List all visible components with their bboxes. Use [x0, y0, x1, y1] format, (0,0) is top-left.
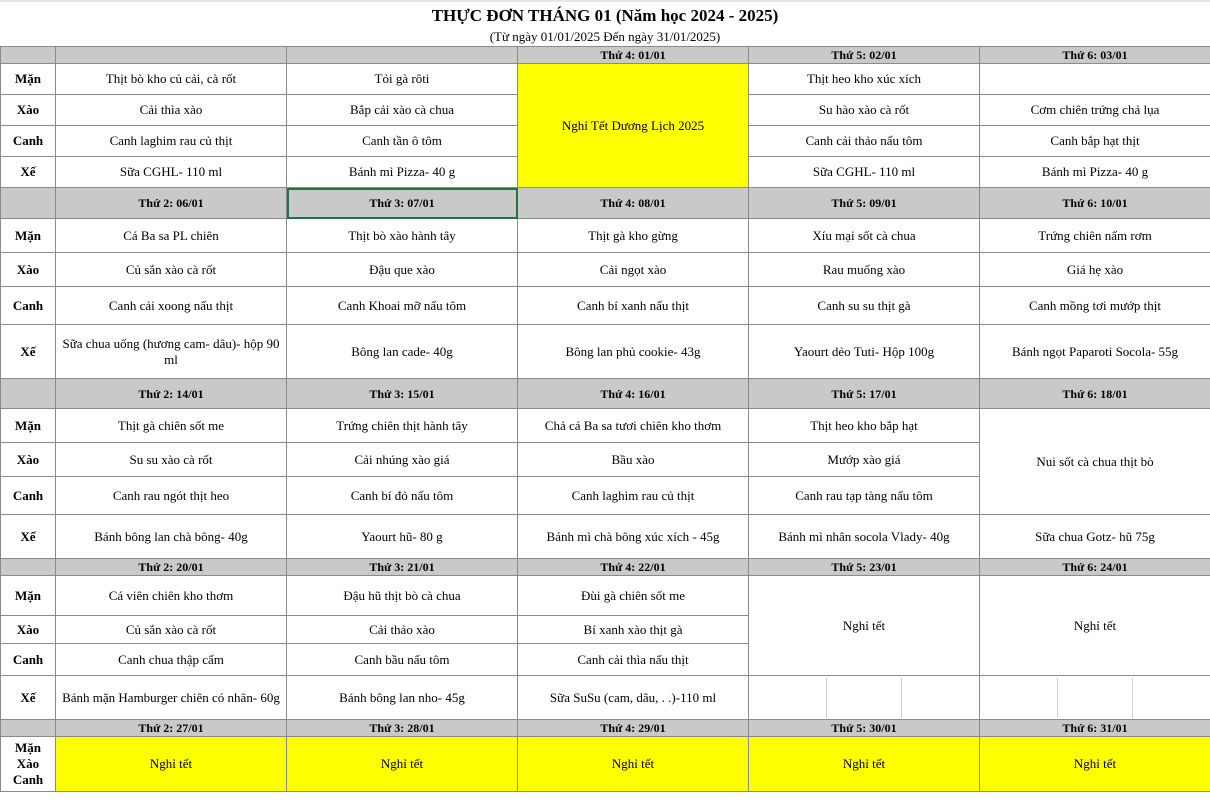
menu-date-range[interactable]: (Từ ngày 01/01/2025 Đến ngày 31/01/2025) — [489, 29, 721, 44]
menu-cell[interactable]: Canh rau tạp tàng nấu tôm — [749, 477, 980, 515]
menu-cell[interactable]: Bánh bông lan nho- 45g — [287, 676, 518, 720]
week4-man-row — [1, 576, 1210, 616]
row-label-xao[interactable]: Xào — [1, 95, 56, 126]
day-header[interactable]: Thứ 5: 17/01 — [749, 379, 980, 409]
menu-cell[interactable]: Canh bí xanh nấu thịt — [518, 287, 749, 325]
week2-xe-row — [1, 325, 1210, 379]
holiday-cell[interactable]: Nghỉ tết — [287, 737, 518, 792]
week1-man-row — [1, 64, 1210, 95]
menu-cell[interactable]: Chả cá Ba sa tươi chiên kho thơm — [518, 409, 749, 443]
menu-cell[interactable]: Cải ngọt xào — [518, 253, 749, 287]
row-label-xao[interactable]: Xào — [1, 616, 56, 644]
day-header[interactable] — [56, 47, 287, 64]
holiday-cell[interactable]: Nghỉ tết — [980, 576, 1210, 676]
row-label-man[interactable]: Mặn — [1, 409, 56, 443]
menu-cell[interactable]: Củ sắn xào cà rốt — [56, 616, 287, 644]
menu-grid — [0, 46, 1210, 792]
holiday-cell[interactable]: Nghỉ Tết Dương Lịch 2025 — [518, 64, 749, 188]
corner-cell[interactable] — [1, 47, 56, 64]
day-header[interactable]: Thứ 4: 29/01 — [518, 720, 749, 737]
day-header[interactable]: Thứ 4: 01/01 — [518, 47, 749, 64]
menu-cell[interactable]: Bánh mì Pizza- 40 g — [287, 157, 518, 188]
selected-day-header[interactable]: Thứ 3: 07/01 — [287, 188, 518, 219]
menu-cell[interactable]: Trứng chiên thịt hành tây — [287, 409, 518, 443]
menu-cell[interactable]: Tỏi gà rôti — [287, 64, 518, 95]
menu-cell[interactable]: Thịt gà chiên sốt me — [56, 409, 287, 443]
day-header[interactable]: Thứ 2: 20/01 — [56, 559, 287, 576]
menu-cell[interactable]: Thịt bò xào hành tây — [287, 219, 518, 253]
menu-cell[interactable]: Su hào xào cà rốt — [749, 95, 980, 126]
holiday-cell[interactable]: Nghỉ tết — [749, 576, 980, 676]
menu-cell[interactable]: Canh su su thịt gà — [749, 287, 980, 325]
menu-cell[interactable]: Đùi gà chiên sốt me — [518, 576, 749, 616]
holiday-cell[interactable]: Nghỉ tết — [518, 737, 749, 792]
day-header[interactable]: Thứ 5: 02/01 — [749, 47, 980, 64]
menu-cell[interactable]: Canh bí đỏ nấu tôm — [287, 477, 518, 515]
row-label-man: Mặn — [15, 740, 41, 755]
menu-cell[interactable]: Bông lan cade- 40g — [287, 325, 518, 379]
week2-header-row — [1, 188, 1210, 219]
menu-cell[interactable]: Sữa SuSu (cam, dâu, . .)-110 ml — [518, 676, 749, 720]
day-header[interactable]: Thứ 4: 22/01 — [518, 559, 749, 576]
day-header[interactable]: Thứ 3: 28/01 — [287, 720, 518, 737]
day-header[interactable]: Thứ 6: 24/01 — [980, 559, 1210, 576]
holiday-cell[interactable]: Nghỉ tết — [56, 737, 287, 792]
empty-split-cell[interactable] — [749, 676, 980, 720]
header-blank-cell[interactable] — [1, 188, 56, 219]
header-blank-cell[interactable] — [1, 720, 56, 737]
menu-cell[interactable]: Củ sắn xào cà rốt — [56, 253, 287, 287]
day-header[interactable]: Thứ 4: 16/01 — [518, 379, 749, 409]
row-label-xao[interactable]: Xào — [1, 443, 56, 477]
menu-cell[interactable]: Bắp cải xào cà chua — [287, 95, 518, 126]
menu-cell-merged[interactable]: Nui sốt cà chua thịt bò — [980, 409, 1210, 515]
menu-cell[interactable]: Canh bầu nấu tôm — [287, 644, 518, 676]
row-label-canh[interactable]: Canh — [1, 644, 56, 676]
day-header[interactable]: Thứ 4: 08/01 — [518, 188, 749, 219]
row-label-man[interactable]: Mặn — [1, 576, 56, 616]
menu-cell[interactable]: Sữa CGHL- 110 ml — [56, 157, 287, 188]
week2-xao-row — [1, 253, 1210, 287]
menu-cell[interactable]: Cải thảo xào — [287, 616, 518, 644]
menu-cell[interactable]: Canh laghim rau củ thịt — [56, 126, 287, 157]
header-blank-cell[interactable] — [1, 379, 56, 409]
menu-cell[interactable]: Trứng chiên nấm rơm — [980, 219, 1210, 253]
holiday-cell[interactable]: Nghỉ tết — [749, 737, 980, 792]
row-label-man[interactable]: Mặn — [1, 219, 56, 253]
menu-cell[interactable]: Thịt gà kho gừng — [518, 219, 749, 253]
menu-cell[interactable]: Canh chua thập cẩm — [56, 644, 287, 676]
menu-cell[interactable]: Sữa chua uống (hương cam- dâu)- hộp 90 ml — [56, 325, 287, 379]
menu-cell[interactable]: Thịt heo kho bắp hạt — [749, 409, 980, 443]
empty-split-cell[interactable] — [980, 676, 1210, 720]
week3-man-row — [1, 409, 1210, 443]
day-header[interactable]: Thứ 2: 14/01 — [56, 379, 287, 409]
menu-cell[interactable]: Canh laghim rau củ thịt — [518, 477, 749, 515]
menu-cell[interactable]: Cải thìa xào — [56, 95, 287, 126]
week4-xe-row — [1, 676, 1210, 720]
menu-cell[interactable]: Bí xanh xào thịt gà — [518, 616, 749, 644]
menu-cell[interactable]: Sữa chua Gotz- hũ 75g — [980, 515, 1210, 559]
row-label-xe[interactable]: Xế — [1, 515, 56, 559]
menu-cell[interactable]: Bánh mì nhân socola Vlady- 40g — [749, 515, 980, 559]
week5-header-row — [1, 720, 1210, 737]
menu-cell[interactable]: Canh rau ngót thịt heo — [56, 477, 287, 515]
menu-cell[interactable] — [980, 64, 1210, 95]
menu-cell[interactable]: Cải nhúng xào giá — [287, 443, 518, 477]
week2-canh-row — [1, 287, 1210, 325]
week3-xe-row — [1, 515, 1210, 559]
menu-cell[interactable]: Yaourt hũ- 80 g — [287, 515, 518, 559]
menu-cell[interactable]: Canh cải thảo nấu tôm — [749, 126, 980, 157]
day-header[interactable]: Thứ 3: 15/01 — [287, 379, 518, 409]
menu-cell[interactable]: Mướp xào giá — [749, 443, 980, 477]
menu-cell[interactable]: Bông lan phủ cookie- 43g — [518, 325, 749, 379]
menu-cell[interactable]: Bánh mì Pizza- 40 g — [980, 157, 1210, 188]
menu-cell[interactable]: Đậu que xào — [287, 253, 518, 287]
week3-header-row — [1, 379, 1210, 409]
menu-cell[interactable]: Cá viên chiên kho thơm — [56, 576, 287, 616]
menu-cell[interactable]: Canh bắp hạt thịt — [980, 126, 1210, 157]
menu-cell[interactable]: Cơm chiên trứng chả lụa — [980, 95, 1210, 126]
row-label-canh[interactable]: Canh — [1, 126, 56, 157]
day-header[interactable]: Thứ 2: 27/01 — [56, 720, 287, 737]
row-label-xe[interactable]: Xế — [1, 157, 56, 188]
menu-cell[interactable]: Bánh bông lan chà bông- 40g — [56, 515, 287, 559]
day-header[interactable]: Thứ 6: 03/01 — [980, 47, 1210, 64]
menu-cell[interactable]: Canh tần ô tôm — [287, 126, 518, 157]
row-label-xe[interactable]: Xế — [1, 325, 56, 379]
day-header[interactable]: Thứ 5: 09/01 — [749, 188, 980, 219]
week2-man-row — [1, 219, 1210, 253]
day-header[interactable]: Thứ 3: 21/01 — [287, 559, 518, 576]
row-label-man[interactable]: Mặn — [1, 64, 56, 95]
menu-cell[interactable]: Giá hẹ xào — [980, 253, 1210, 287]
day-header[interactable]: Thứ 5: 23/01 — [749, 559, 980, 576]
header-blank-cell[interactable] — [1, 559, 56, 576]
menu-cell[interactable]: Canh cải thìa nấu thịt — [518, 644, 749, 676]
menu-cell[interactable]: Canh Khoai mỡ nấu tôm — [287, 287, 518, 325]
menu-cell[interactable]: Bánh mì chà bông xúc xích - 45g — [518, 515, 749, 559]
menu-cell[interactable]: Xíu mại sốt cà chua — [749, 219, 980, 253]
holiday-cell[interactable]: Nghỉ tết — [980, 737, 1210, 792]
row-label-xao: Xào — [16, 756, 40, 771]
day-header[interactable]: Thứ 5: 30/01 — [749, 720, 980, 737]
sheet-top-edge — [0, 0, 1210, 2]
row-label-xe[interactable]: Xế — [1, 676, 56, 720]
week1-header-row — [1, 47, 1210, 64]
menu-cell[interactable]: Canh mồng tơi mướp thịt — [980, 287, 1210, 325]
row-label-xao[interactable]: Xào — [1, 253, 56, 287]
menu-cell[interactable]: Bánh mặn Hamburger chiên có nhân- 60g — [56, 676, 287, 720]
menu-cell[interactable]: Thịt heo kho xúc xích — [749, 64, 980, 95]
menu-cell[interactable]: Rau muống xào — [749, 253, 980, 287]
row-labels-stack[interactable] — [1, 737, 56, 792]
menu-cell[interactable]: Cá Ba sa PL chiên — [56, 219, 287, 253]
menu-cell[interactable]: Sữa CGHL- 110 ml — [749, 157, 980, 188]
day-header[interactable]: Thứ 2: 06/01 — [56, 188, 287, 219]
week5-holiday-row — [1, 737, 1210, 792]
menu-cell[interactable]: Đậu hũ thịt bò cà chua — [287, 576, 518, 616]
menu-cell[interactable]: Canh cải xoong nấu thịt — [56, 287, 287, 325]
menu-cell[interactable]: Bánh ngọt Paparoti Socola- 55g — [980, 325, 1210, 379]
menu-title[interactable]: THỰC ĐƠN THÁNG 01 (Năm học 2024 - 2025) — [431, 6, 779, 25]
row-label-canh[interactable]: Canh — [1, 287, 56, 325]
week4-header-row — [1, 559, 1210, 576]
row-label-canh[interactable]: Canh — [1, 477, 56, 515]
menu-cell[interactable]: Thịt bò kho củ cải, cà rốt — [56, 64, 287, 95]
menu-cell[interactable]: Su su xào cà rốt — [56, 443, 287, 477]
day-header[interactable]: Thứ 6: 18/01 — [980, 379, 1210, 409]
day-header[interactable]: Thứ 6: 31/01 — [980, 720, 1210, 737]
menu-cell[interactable]: Yaourt dẻo Tuti- Hộp 100g — [749, 325, 980, 379]
day-header[interactable]: Thứ 6: 10/01 — [980, 188, 1210, 219]
menu-cell[interactable]: Bầu xào — [518, 443, 749, 477]
row-label-canh: Canh — [12, 772, 44, 787]
day-header[interactable] — [287, 47, 518, 64]
